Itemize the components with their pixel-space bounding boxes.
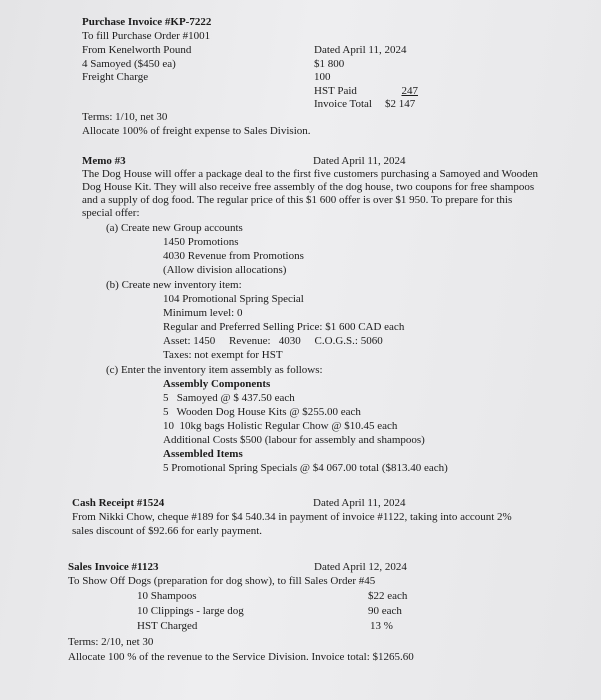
receipt-line: sales discount of $92.66 for early payment. [72,525,263,537]
memo-section-a-heading: (a) Create new Group accounts [106,222,243,234]
memo-paragraph-line: Dog House Kit. They will also receive free assembly of the dog house, two coupons for free shampoos [82,181,535,193]
memo-paragraph-line: The Dog House will offer a package deal to the first five customers purchasing a Samoyed and Wooden [82,168,538,180]
memo-section-c-heading: (c) Enter the inventory item assembly as follows: [106,364,323,376]
memo-section-a-item: 1450 Promotions [163,236,239,248]
memo-paragraph-line: special offer: [82,207,140,219]
invoice-allocation: Allocate 100% of freight expense to Sales Division. [82,125,311,137]
sales-invoice-line: To Show Off Dogs (preparation for dog show), to fill Sales Order #45 [68,575,376,587]
invoice-item: 4 Samoyed ($450 ea) [82,58,176,70]
memo-paragraph-line: and a supply of dog food. The regular price of this $1 600 offer is over $1 950. To prepare for this [82,194,513,206]
assembled-items-heading: Assembled Items [163,448,243,460]
memo-section-b-item: Regular and Preferred Selling Price: $1 600 CAD each [163,321,405,333]
sales-invoice-date: Dated April 12, 2024 [314,561,407,573]
assembly-component: Additional Costs $500 (labour for assembly and shampoos) [163,434,425,446]
sales-row-label: 10 Clippings - large dog [137,605,244,617]
sales-allocation: Allocate 100 % of the revenue to the Service Division. Invoice total: $1265.60 [68,651,414,663]
memo-section-b-item: 104 Promotional Spring Special [163,293,304,305]
invoice-freight: Freight Charge [82,71,149,83]
sales-invoice-title: Sales Invoice #1123 [68,561,159,573]
memo-section-b-heading: (b) Create new inventory item: [106,279,242,291]
invoice-item-amount: $1 800 [314,58,345,70]
invoice-terms: Terms: 1/10, net 30 [82,111,168,123]
invoice-po-line: To fill Purchase Order #1001 [82,30,211,42]
invoice-freight-amount: 100 [314,71,331,83]
memo-section-a-item: 4030 Revenue from Promotions [163,250,304,262]
sales-row-value: 90 each [368,605,402,617]
invoice-from: From Kenelworth Pound [82,44,192,56]
invoice-title: Purchase Invoice #KP-7222 [82,16,212,28]
assembly-components-heading: Assembly Components [163,378,271,390]
sales-row-label: HST Charged [137,620,198,632]
memo-section-a-item: (Allow division allocations) [163,264,287,276]
memo-title: Memo #3 [82,155,126,167]
sales-terms: Terms: 2/10, net 30 [68,636,154,648]
receipt-line: From Nikki Chow, cheque #189 for $4 540.34 in payment of invoice #1122, taking into account 2% [72,511,512,523]
assembled-item: 5 Promotional Spring Specials @ $4 067.00 total ($813.40 each) [163,462,448,474]
assembly-component: 5 Wooden Dog House Kits @ $255.00 each [163,406,361,418]
assembly-component: 5 Samoyed @ $ 437.50 each [163,392,295,404]
sales-row-label: 10 Shampoos [137,590,197,602]
invoice-hst-amount: 247 [401,85,418,97]
receipt-title: Cash Receipt #1524 [72,497,165,509]
invoice-total-label: Invoice Total [314,98,372,110]
invoice-hst-label: HST Paid [314,85,357,97]
invoice-total-amount: $2 147 [385,98,416,110]
memo-date: Dated April 11, 2024 [313,155,406,167]
memo-section-b-item: Asset: 1450 Revenue: 4030 C.O.G.S.: 5060 [163,335,383,347]
memo-section-b-item: Minimum level: 0 [163,307,243,319]
memo-section-b-item: Taxes: not exempt for HST [163,349,283,361]
assembly-component: 10 10kg bags Holistic Regular Chow @ $10.45 each [163,420,398,432]
receipt-date: Dated April 11, 2024 [313,497,406,509]
sales-row-value: 13 % [370,620,393,632]
invoice-date: Dated April 11, 2024 [314,44,407,56]
sales-row-value: $22 each [368,590,408,602]
